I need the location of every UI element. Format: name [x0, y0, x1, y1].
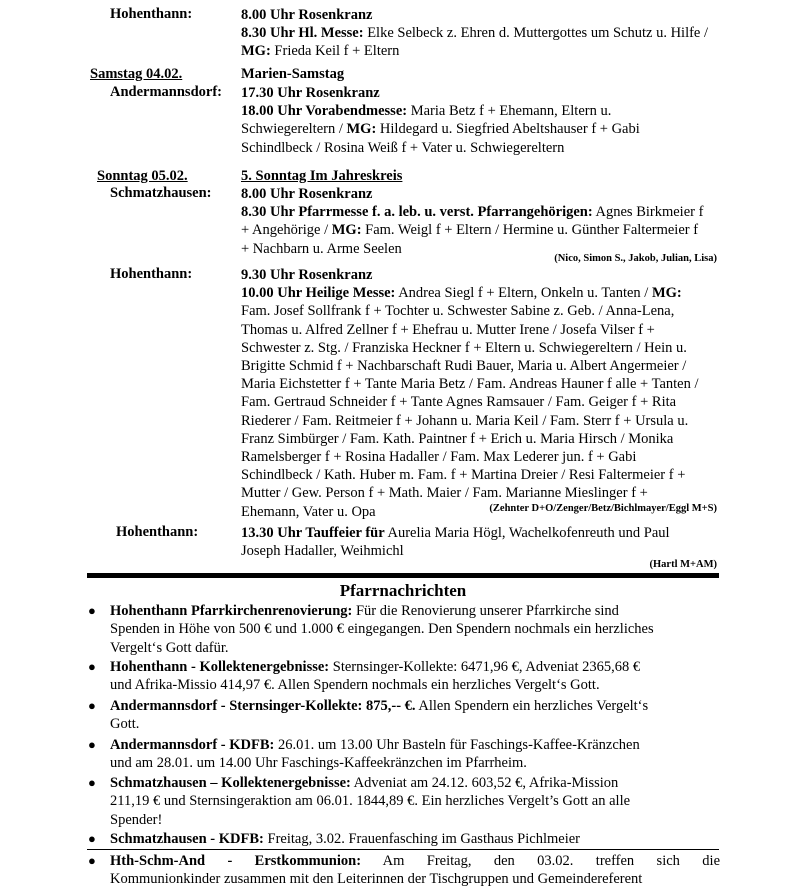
intention-text: Fam. Weigl f + Eltern / Hermine u. Günther Faltermeier f	[361, 222, 699, 239]
mg-label: MG:	[651, 285, 682, 302]
news-heading: Andermannsdorf - KDFB:	[110, 737, 275, 753]
news-text: Spender!	[110, 811, 163, 828]
place-label: Hohenthann:	[110, 266, 193, 282]
intention-line: Franz Simbürger / Fam. Kath. Paintner f + Erich u. Maria Hirsch / Monika	[241, 430, 674, 447]
news-item	[88, 602, 720, 657]
service-time: 8.30 Uhr Hl. Messe:	[241, 25, 364, 42]
mg-label: MG:	[241, 43, 271, 60]
bullet-icon: ●	[88, 831, 96, 846]
service-time: 18.00 Uhr Vorabendmesse:	[241, 103, 408, 120]
news-heading: Andermannsdorf - Sternsinger-Kollekte: 875,-- €.	[110, 698, 416, 714]
bullet-icon: ●	[88, 775, 96, 790]
intention-line: Fam. Josef Sollfrank f + Tochter u. Schwester Sabine z. Geb. / Anna-Lena,	[241, 303, 675, 320]
place-label: Schmatzhausen:	[110, 185, 212, 201]
service-details	[241, 524, 721, 560]
intention-text: + Nachbarn u. Arme Seelen	[241, 240, 402, 257]
intention-line: Riederer / Fam. Reitmeier f + Johann u. Maria Keil / Fam. Sterr f + Ursula u.	[241, 412, 689, 429]
mg-label: MG:	[346, 121, 377, 138]
intention-text: Andrea Siegl f + Eltern, Onkeln u. Tanten /	[395, 285, 652, 302]
news-item	[88, 774, 720, 829]
bullet-icon: ●	[88, 603, 96, 618]
news-text: Freitag, 3.02. Frauenfasching im Gasthaus Pichlmeier	[263, 831, 580, 847]
intention-line: Schwester z. Stg. / Franziska Heckner f + Eltern u. Schwiegereltern / Hein u.	[241, 339, 687, 356]
news-item	[88, 658, 720, 695]
news-item	[88, 697, 720, 734]
news-item	[88, 830, 720, 848]
intention-line: Fam. Gertraud Schneider f + Tante Agnes Ramsauer / Fam. Geiger f + Rita	[241, 394, 677, 411]
ministrants-note: (Zehnter D+O/Zenger/Betz/Bichlmayer/Eggl M+S)	[489, 503, 717, 514]
day-date: Sonntag 05.02.	[97, 168, 188, 184]
news-text: 26.01. um 13.00 Uhr Basteln für Faschings-Kaffee-Kränzchen	[274, 737, 640, 753]
news-text: Spenden in Höhe von 500 € und 1.000 € eingegangen. Den Spendern nochmals ein herzliches	[110, 621, 654, 638]
service-time: 9.30 Uhr Rosenkranz	[241, 267, 373, 283]
intention-text: + Angehörige /	[241, 222, 332, 239]
news-text: Vergelt‘s Gott dafür.	[110, 639, 229, 656]
intention-line: Joseph Hadaller, Weihmichl	[241, 543, 404, 560]
place-label: Andermannsdorf:	[110, 84, 222, 100]
ministrants-note: (Hartl M+AM)	[649, 559, 717, 570]
day-date: Samstag 04.02.	[90, 66, 183, 82]
news-text: Allen Spendern ein herzliches Vergelt‘s	[415, 698, 649, 714]
news-text: und Afrika-Missio 414,97 €. Allen Spendern nochmals ein herzliches Vergelt‘s Gott.	[110, 677, 600, 694]
section-divider	[87, 573, 719, 578]
news-text: und am 28.01. um 14.00 Uhr Faschings-Kaffeekränzchen im Pfarrheim.	[110, 755, 527, 772]
service-time: 17.30 Uhr Rosenkranz	[241, 85, 380, 101]
service-time: 10.00 Uhr Heilige Messe:	[241, 285, 396, 302]
intention-text: Schindlbeck / Rosina Weiß f + Vater u. Schwiegereltern	[241, 139, 565, 156]
intention-line: Maria Eichstetter f + Tante Maria Betz / Fam. Andreas Hauner f alle + Tanten /	[241, 376, 699, 393]
intention-line: Ramelsberger f + Rosina Hadaller / Fam. Max Lederer jun. f + Gabi	[241, 449, 637, 466]
bullet-icon: ●	[88, 737, 96, 752]
news-item	[88, 852, 721, 889]
intention-line: Mutter / Gew. Person f + Math. Maier / Fam. Marianne Mieslinger f +	[241, 485, 648, 502]
news-text: Adveniat am 24.12. 603,52 €, Afrika-Mission	[350, 775, 619, 791]
intention-line: Schindlbeck / Kath. Huber m. Fam. f + Martina Dreier / Resi Faltermeier f +	[241, 467, 686, 484]
bullet-icon: ●	[88, 659, 96, 674]
ministrants-note: (Nico, Simon S., Jakob, Julian, Lisa)	[554, 253, 717, 264]
news-text: Gott.	[110, 716, 140, 733]
news-heading: Schmatzhausen – Kollektenergebnisse:	[110, 775, 351, 791]
news-text: Am Freitag, den 03.02. treffen sich die	[361, 853, 721, 869]
place-label: Hohenthann:	[110, 6, 193, 22]
news-text: Kommunionkinder zusammen mit den Leiterinnen der Tischgruppen und Gemeindereferent	[110, 871, 643, 888]
service-details	[241, 266, 721, 521]
service-time: 13.30 Uhr Tauffeier für	[241, 525, 385, 541]
intention-text: Agnes Birkmeier f	[592, 204, 704, 221]
service-details	[241, 6, 721, 61]
news-heading: Hohenthann - Kollektenergebnisse:	[110, 659, 330, 675]
section-title: Pfarrnachrichten	[339, 581, 467, 600]
intention-text: Frieda Keil f + Eltern	[270, 43, 400, 60]
news-heading: Hth-Schm-And - Erstkommunion:	[110, 853, 362, 869]
intention-text: Schwiegereltern /	[241, 121, 347, 138]
intention-line: Thomas u. Alfred Zellner f + Ehefrau u. Mutter Irene / Josefa Vilser f +	[241, 321, 655, 338]
bullet-icon: ●	[88, 853, 96, 868]
section-divider-thin	[87, 849, 719, 850]
news-item	[88, 736, 720, 773]
news-heading: Hohenthann Pfarrkirchenrenovierung:	[110, 603, 353, 619]
news-heading: Schmatzhausen - KDFB:	[110, 831, 264, 847]
day-heading: 5. Sonntag Im Jahreskreis	[241, 168, 403, 184]
service-time: 8.00 Uhr Rosenkranz	[241, 7, 373, 23]
bullet-icon: ●	[88, 698, 96, 713]
intention-line: Ehemann, Vater u. Opa	[241, 503, 376, 520]
service-details	[241, 185, 721, 258]
intention-text: Maria Betz f + Ehemann, Eltern u.	[407, 103, 612, 120]
intention-text: Aurelia Maria Högl, Wachelkofenreuth und Paul	[384, 525, 670, 541]
news-text: Sternsinger-Kollekte: 6471,96 €, Adveniat 2365,68 €	[329, 659, 641, 675]
intention-line: Brigitte Schmid f + Nachbarschaft Rudi Bauer, Maria u. Albert Angermeier /	[241, 358, 687, 375]
intention-text: Elke Selbeck z. Ehren d. Muttergottes um Schutz u. Hilfe /	[363, 25, 709, 42]
intention-text: Hildegard u. Siegfried Abeltshauser f + Gabi	[376, 121, 640, 138]
mg-label: MG:	[331, 222, 362, 239]
service-time: 8.00 Uhr Rosenkranz	[241, 186, 373, 202]
service-time: 8.30 Uhr Pfarrmesse f. a. leb. u. verst. Pfarrangehörigen:	[241, 204, 593, 221]
news-text: Für die Renovierung unserer Pfarrkirche sind	[352, 603, 619, 619]
day-heading: Marien-Samstag	[241, 66, 345, 82]
service-details	[241, 84, 721, 157]
news-text: 211,19 € und Sternsingeraktion am 06.01. 1844,89 €. Ein herzliches Vergelt’s Gott an alle	[110, 793, 631, 810]
place-label: Hohenthann:	[116, 524, 199, 540]
